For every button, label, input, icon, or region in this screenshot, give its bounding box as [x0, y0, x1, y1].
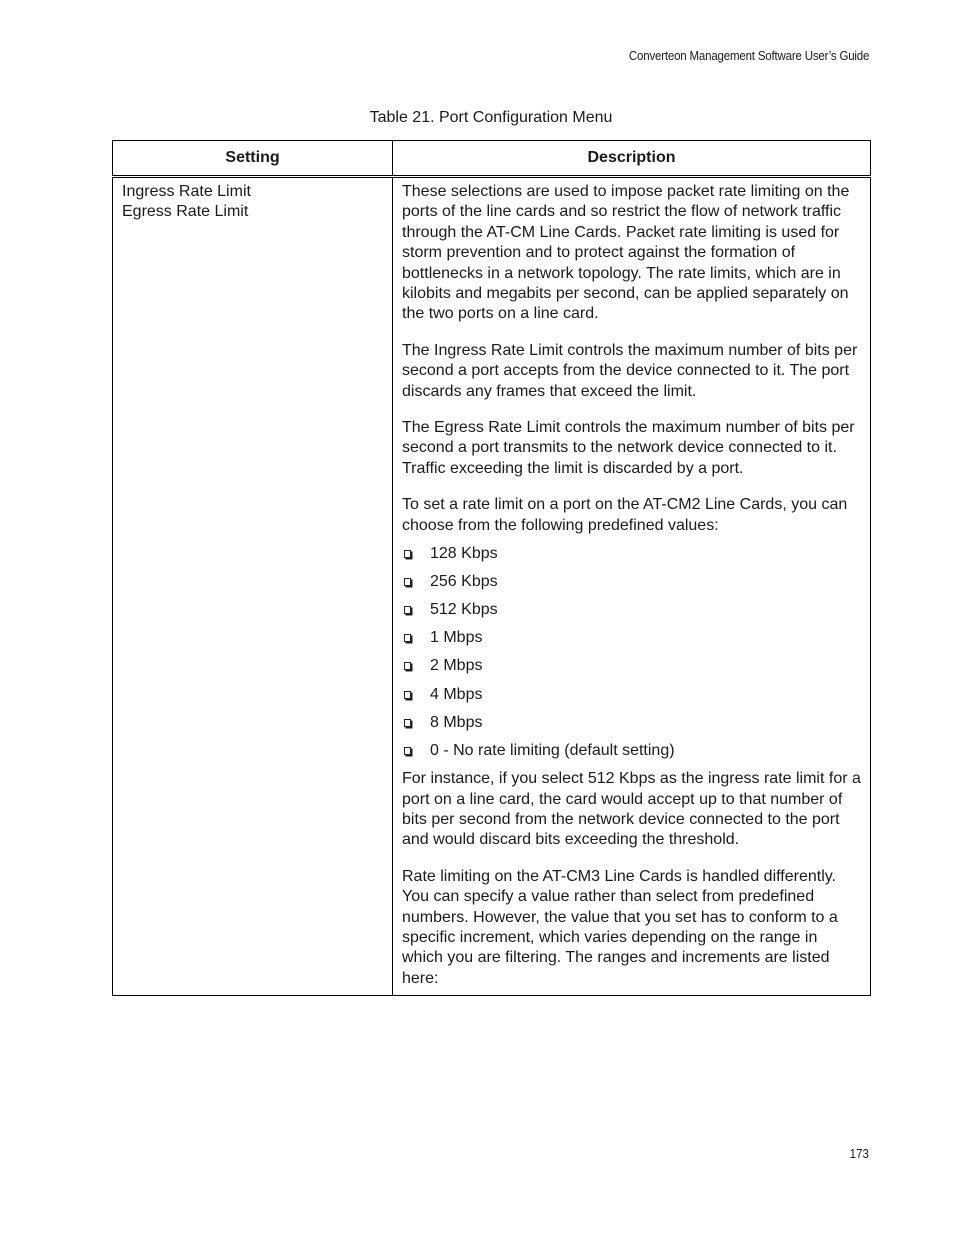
setting-egress-rate-limit: Egress Rate Limit [122, 203, 249, 221]
rate-value: 0 - No rate limiting (default setting) [430, 741, 675, 759]
checkbox-bullet-icon [404, 550, 411, 558]
description-paragraph: These selections are used to impose packet rate limiting on the ports of the line cards and so restrict the flow of network traffic through the AT-CM Line Cards. Packet rate limiting is used for storm prevention and to protect against the formation of bottlenecks in a network topology. The rate limits, which are in kilobits and megabits per second, can be applied separately on the two ports on a line card. [402, 183, 850, 323]
description-paragraph: Rate limiting on the AT-CM3 Line Cards is handled differently. You can specify a value rather than select from predefined numbers. However, the value that you set has to conform to a specific increment, which varies depending on the range in which you are filtering. The ranges and increments are listed here: [402, 867, 838, 987]
page-number: 173 [849, 1147, 869, 1161]
checkbox-bullet-icon [404, 719, 411, 727]
rate-value: 256 Kbps [430, 573, 498, 591]
rate-values-list [402, 544, 861, 761]
list-item [402, 741, 861, 761]
rate-value: 128 Kbps [430, 545, 498, 563]
description-paragraph: The Ingress Rate Limit controls the maximum number of bits per second a port accepts from the device connected to it. The port discards any frames that exceed the limit. [402, 341, 858, 400]
list-item [402, 544, 861, 564]
list-item [402, 685, 861, 705]
checkbox-bullet-icon [404, 662, 411, 670]
rate-value: 8 Mbps [430, 713, 483, 731]
rate-value: 2 Mbps [430, 657, 483, 675]
setting-cell [113, 177, 393, 996]
rate-value: 512 Kbps [430, 601, 498, 619]
table-caption: Table 21. Port Configuration Menu [369, 109, 613, 126]
checkbox-bullet-icon [404, 578, 411, 586]
table-header-row [113, 141, 871, 177]
checkbox-bullet-icon [404, 747, 411, 755]
description-cell [393, 177, 871, 996]
list-item [402, 628, 861, 648]
list-item [402, 713, 861, 733]
port-configuration-table [112, 140, 871, 996]
description-paragraph: For instance, if you select 512 Kbps as the ingress rate limit for a port on a line card, the card would accept up to that number of bits per second from the network device connected to the port and would discard bits exceeding the threshold. [402, 770, 861, 849]
description-paragraph: To set a rate limit on a port on the AT-CM2 Line Cards, you can choose from the following predefined values: [402, 496, 848, 534]
rate-value: 1 Mbps [430, 629, 483, 647]
table-row [113, 177, 871, 996]
list-item [402, 600, 861, 620]
column-header-description: Description [393, 141, 871, 177]
list-item [402, 656, 861, 676]
checkbox-bullet-icon [404, 691, 411, 699]
column-header-setting: Setting [113, 141, 393, 177]
running-header: Converteon Management Software User’s Guide [628, 49, 869, 63]
setting-ingress-rate-limit: Ingress Rate Limit [122, 183, 251, 200]
checkbox-bullet-icon [404, 634, 411, 642]
description-paragraph: The Egress Rate Limit controls the maximum number of bits per second a port transmits to the network device connected to it. Traffic exceeding the limit is discarded by a port. [402, 419, 855, 477]
list-item [402, 572, 861, 592]
rate-value: 4 Mbps [430, 685, 483, 703]
checkbox-bullet-icon [404, 606, 411, 614]
